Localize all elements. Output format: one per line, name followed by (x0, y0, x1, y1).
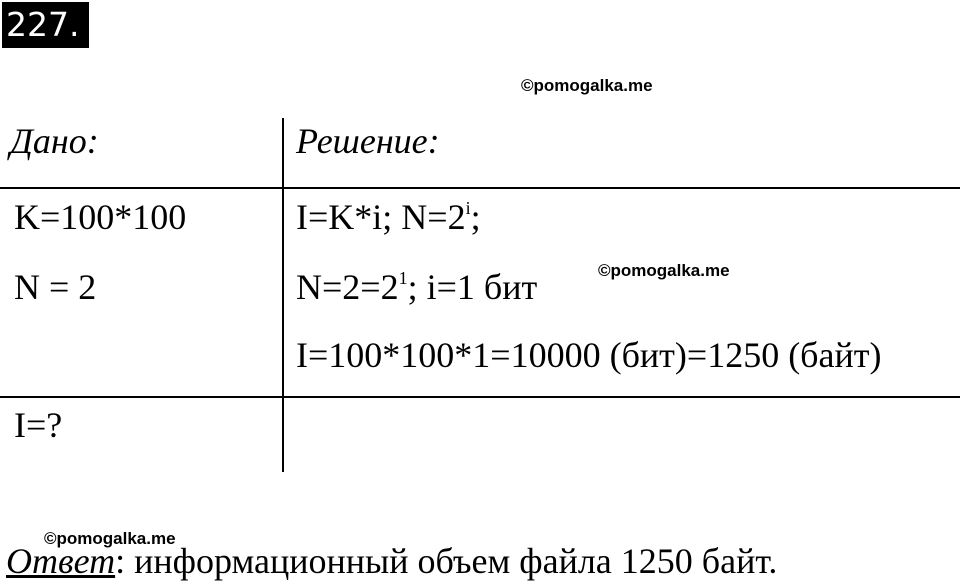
table-column-divider (282, 118, 284, 472)
watermark: ©pomogalka.me (44, 529, 176, 548)
watermark: ©pomogalka.me (521, 76, 653, 95)
solution-line-3: I=100*100*1=10000 (бит)=1250 (байт) (296, 335, 882, 375)
given-header: Дано: (10, 121, 99, 161)
solution-line-1: I=K*i; $N=2^i$; (296, 197, 481, 237)
table-divider-header (0, 187, 960, 189)
problem-number: 227. (2, 2, 89, 48)
watermark: ©pomogalka.me (598, 261, 730, 280)
solution-header: Решение: (296, 121, 440, 161)
given-find: I=? (14, 405, 63, 445)
answer-line (6, 540, 777, 582)
solution-line-2: $N=2=2^1$; i=1 бит (296, 267, 538, 307)
answer-label: Ответ (6, 541, 116, 581)
answer-text: : информационный объем файла 1250 байт. (115, 541, 778, 581)
given-k: K=100*100 (14, 197, 187, 237)
table-divider-find (0, 396, 960, 398)
given-n: N = 2 (14, 267, 97, 307)
